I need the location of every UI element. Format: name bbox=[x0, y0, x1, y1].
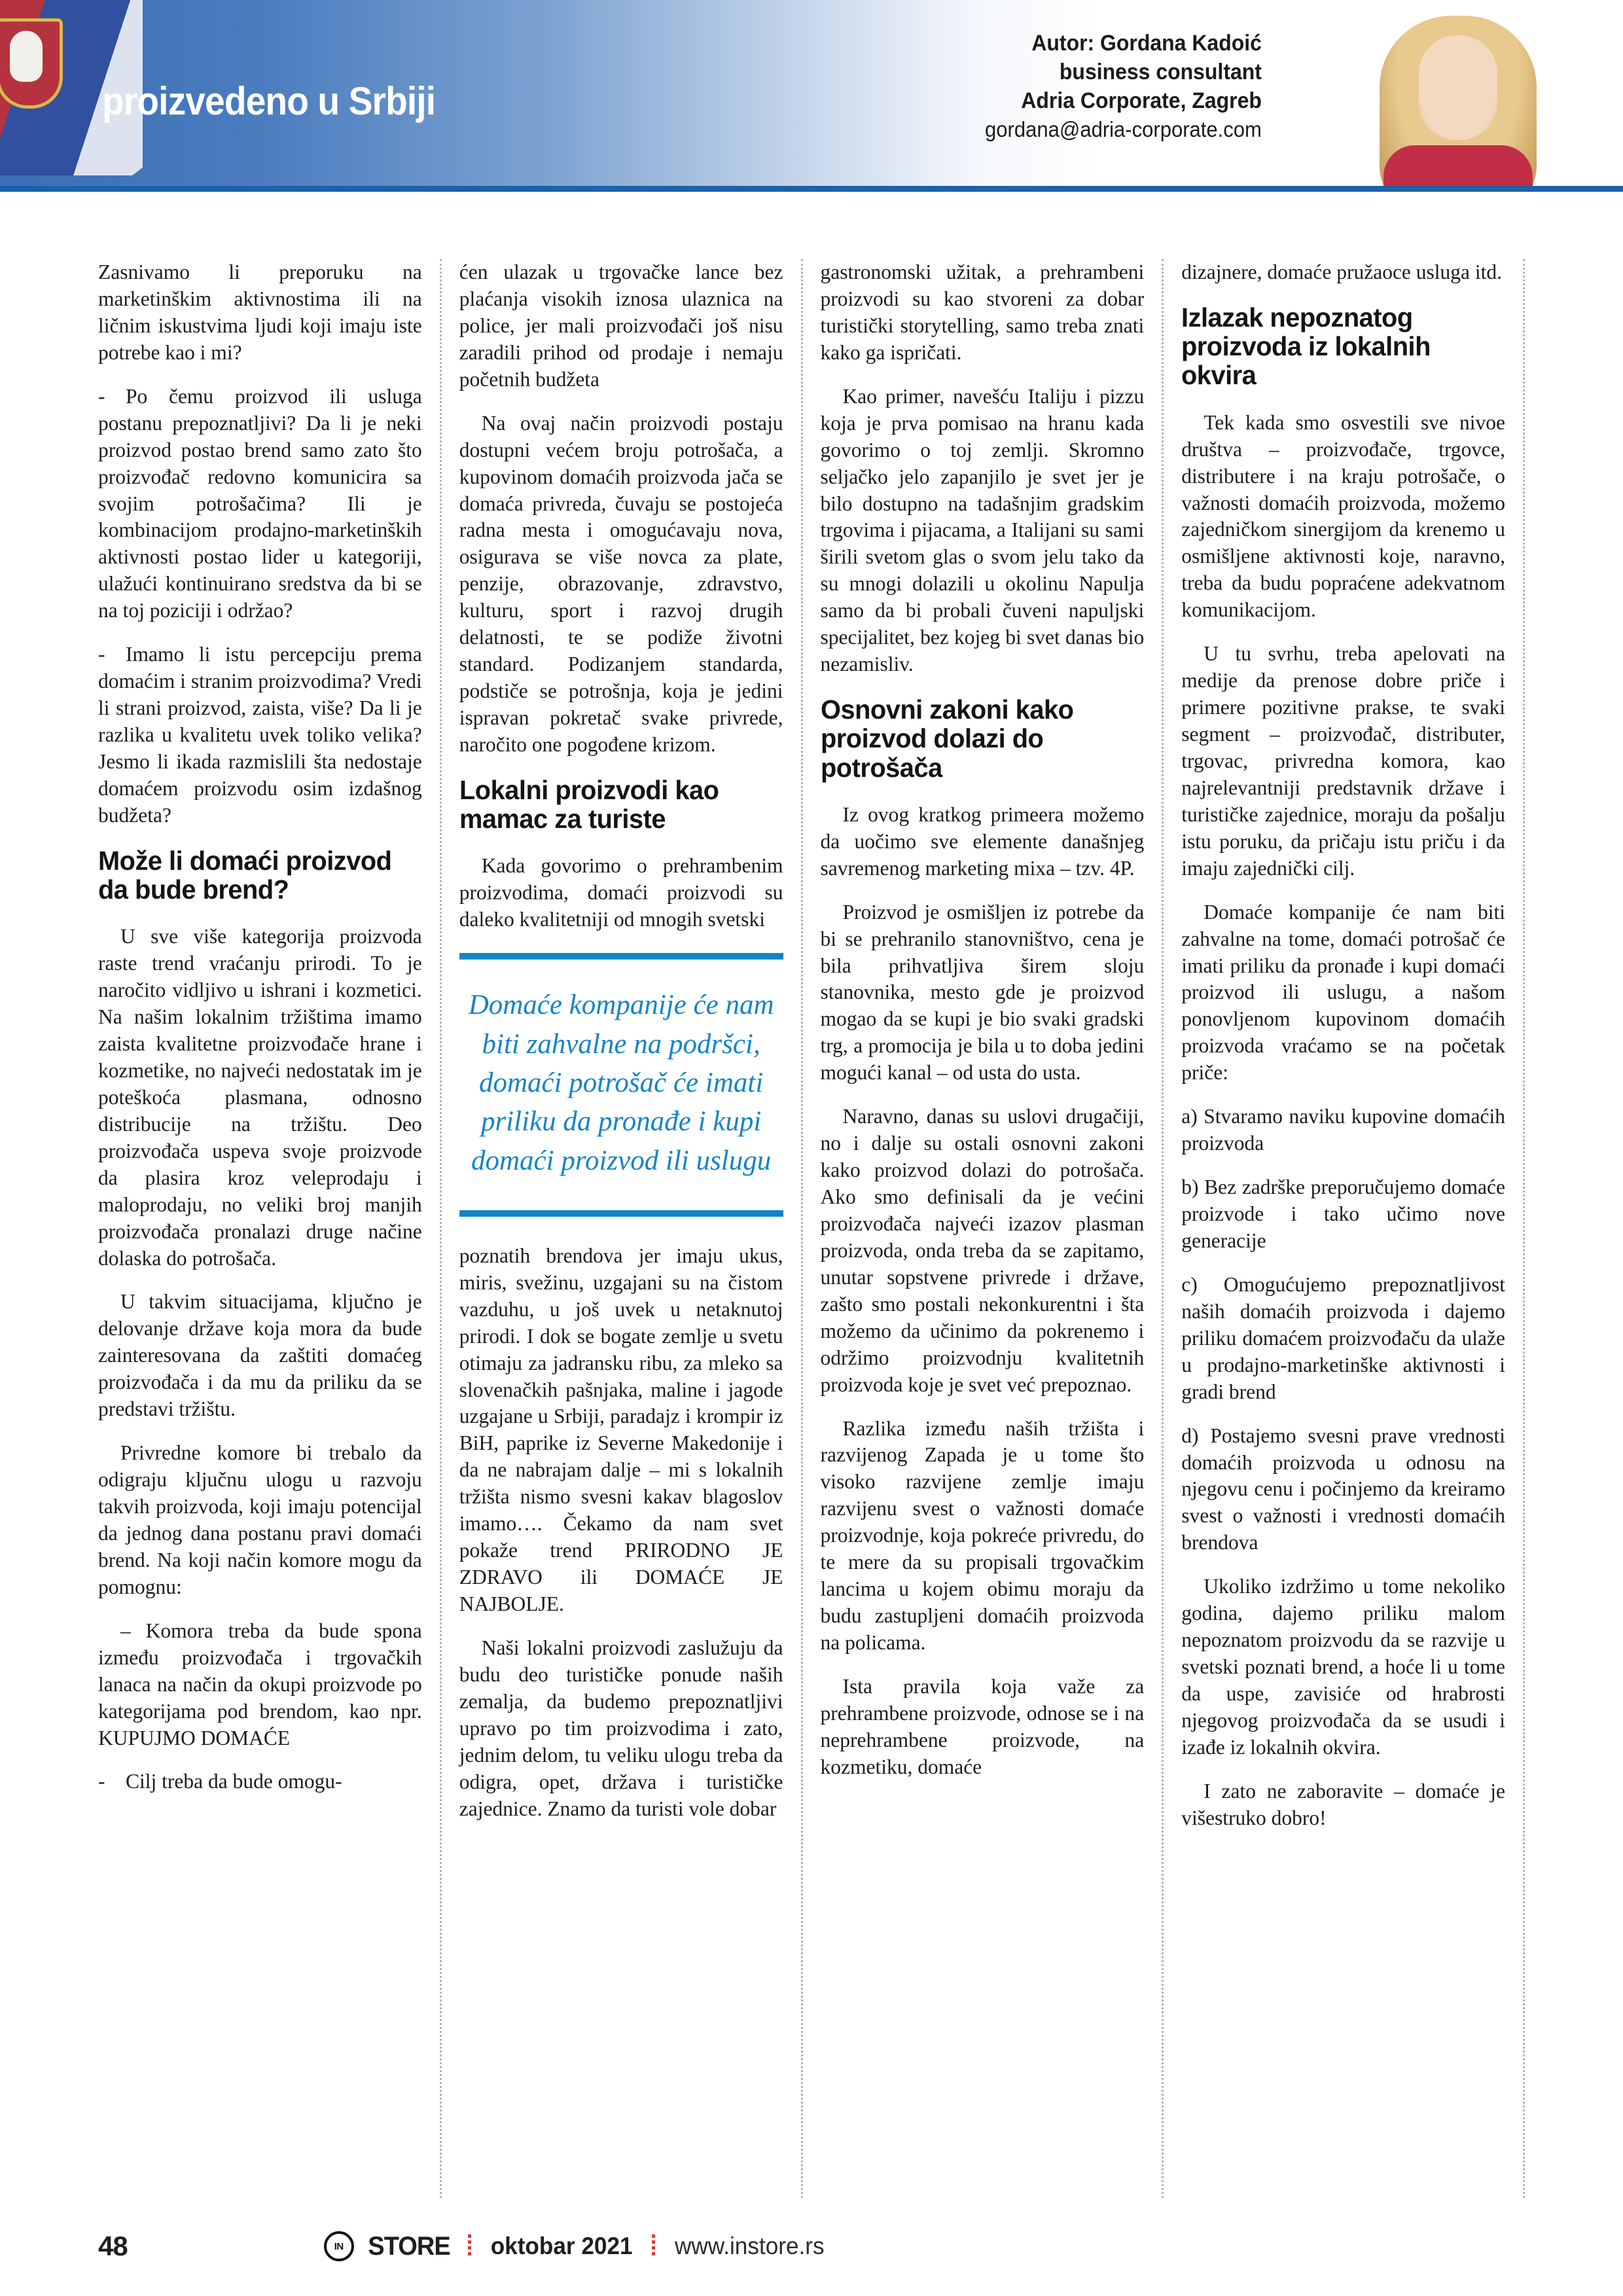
section-heading: Može li domaći proizvod da bude brend? bbox=[98, 845, 392, 905]
photo-face bbox=[1419, 35, 1497, 140]
page-header bbox=[0, 0, 1623, 186]
author-company: Adria Corporate, Zagreb bbox=[1021, 88, 1262, 114]
section-heading: Lokalni proizvodi kao mamac za turiste bbox=[459, 774, 719, 834]
body-paragraph: - Po čemu proizvod ili usluga postanu prepoznatljivi? Da li je neki proizvod postao brend samo zato što proizvođač redovno komunicira sa svojim potrošačima? Ili je kombinacijom prodajno-marketinških aktivnosti postao lider u kategoriji, ulažući kontinuirano sredstva da bi se na toj poziciji i održao? bbox=[98, 384, 422, 622]
body-paragraph: Razlika između naših tržišta i razvijenog Zapada je u tome što visoko razvijene zemlje imaju razvijenu svest o važnosti domaće proizvodnje, koja pokreće privredu, do te mere da su propisali trgovačkim lancima u kojem obimu moraju da budu zastupljeni domaćih proizvoda na policama. bbox=[820, 1416, 1145, 1655]
body-paragraph: a) Stvaramo naviku kupovine domaćih proizvoda bbox=[1181, 1105, 1505, 1155]
body-paragraph: U tu svrhu, treba apelovati na medije da prenose dobre priče i primere pozitivne prakse, te svaki segment – proizvođač, distributer, trgovac, privredna komora, kao najrelevantniji predstavnik države i turističke zajednice, moraju da pošalju istu poruku, da pričaju istu priču i da imaju zajednički cilj. bbox=[1181, 642, 1505, 880]
section-title: proizvedeno u Srbiji bbox=[102, 79, 436, 123]
article-body bbox=[98, 259, 1525, 2198]
dotted-separator-icon bbox=[652, 2234, 655, 2258]
photo-shoulders bbox=[1383, 145, 1533, 191]
website-link[interactable]: www.instore.rs bbox=[675, 2233, 825, 2259]
body-paragraph: - Imamo li istu percepciju prema domaćim i stranim proizvodima? Vredi li strani proizvod, zaista, više? Da li je razlika u kvalitetu uvek toliko velika? Jesmo li ikada razmislili šta nedostaje domaćem proizvodu osim izdašnog budžeta? bbox=[98, 643, 422, 827]
body-paragraph: poznatih brendova jer imaju ukus, miris, svežinu, uzgajani su na čistom vazduhu, u još uvek u netaknutoj prirodi. I dok se bogate zemlje u svetu otimaju za jadransku ribu, za mleko sa slovenačkih pašnjaka, maline i jagode uzgajane u Srbiji, paradajz i krompir iz BiH, paprike iz Severne Makedonije i da ne nabrajam dalje – mi s lokalnih tržišta nismo svesni kakav blagoslov imamo…. Čekamo da nam svet pokaže trend PRIRODNO JE ZDRAVO ili DOMAĆE JE NAJBOLJE. bbox=[459, 1244, 783, 1616]
author-email[interactable]: gordana@adria-corporate.com bbox=[985, 117, 1262, 141]
body-paragraph: Zasnivamo li preporuku na marketinškim aktivnostima ili na ličnim iskustvima ljudi koji imaju iste potrebe kao i mi? bbox=[98, 260, 422, 364]
body-paragraph: Naši lokalni proizvodi zaslužuju da budu deo turističke ponude naših zemalja, da budemo prepoznatljivi upravo po tim proizvodima i zato, jednim delom, tu veliku ulogu treba da odigra, opet, država i turističke zajednice. Znamo da turisti vole dobar bbox=[459, 1636, 783, 1820]
article-column-2 bbox=[459, 259, 803, 2198]
body-paragraph: Iz ovog kratkog primeera možemo da uočimo sve elemente današnjeg savremenog marketing mixa – tzv. 4P. bbox=[820, 802, 1145, 880]
body-paragraph: c) Omogućujemo prepoznatljivost naših domaćih proizvoda i dajemo priliku domaćem proizvođaču da ulaže u prodajno-marketinške aktivnosti i gradi brend bbox=[1181, 1272, 1505, 1403]
body-paragraph: b) Bez zadrške preporučujemo domaće proizvode i tako učimo nove generacije bbox=[1181, 1175, 1505, 1252]
body-paragraph: I zato ne zaboravite – domaće je višestruko dobro! bbox=[1181, 1779, 1505, 1829]
header-divider-rule bbox=[0, 186, 1623, 192]
article-column-3 bbox=[821, 259, 1164, 2198]
issue-date: oktobar 2021 bbox=[490, 2233, 633, 2259]
body-paragraph: gastronomski užitak, a prehrambeni proizvodi su kao stvoreni za dobar turistički storytelling, samo treba znati kako ga ispričati. bbox=[820, 260, 1145, 364]
author-name: Autor: Gordana Kadoić bbox=[1031, 31, 1262, 56]
body-paragraph: Tek kada smo osvestili sve nivoe društva – proizvođače, trgovce, distributere i na kraju potrošače, o važnosti domaćih proizvoda, možemo zajedničkom sinergijom da krenemo u osmišljene aktivnosti koje, naravno, treba da budu popraćene adekvatnom komunikacijom. bbox=[1181, 410, 1505, 622]
pull-quote: Domaće kompanije će nam biti zahvalne na podršci, domaći potrošač će imati priliku da pronađe i kupi domaći proizvod ili uslugu bbox=[459, 953, 783, 1217]
page-number: 48 bbox=[98, 2231, 128, 2261]
body-paragraph: U takvim situacijama, ključno je delovanje države koja mora da bude zainteresovana da zaštiti domaćeg proizvođača i da mu da priliku da se predstavi tržištu. bbox=[98, 1290, 422, 1421]
dotted-separator-icon bbox=[468, 2234, 471, 2258]
footer-brand-group bbox=[324, 2231, 829, 2261]
instore-logo-icon: IN bbox=[324, 2231, 354, 2261]
body-paragraph: Na ovaj način proizvodi postaju dostupni većem broju potrošača, a kupovinom domaćih proizvoda jača se domaća privreda, čuvaju se postojeća radna mesta i omogućavaju nova, osigurava se više novca za plate, penzije, obrazovanje, zdravstvo, kulturu, sport i razvoj drugih delatnosti, te se podiže životni standard. Podizanjem standarda, podstiče se potrošnja, koja je jedini ispravan pokretač svake privrede, naročito one pogođene krizom. bbox=[459, 411, 783, 756]
body-paragraph: d) Postajemo svesni prave vrednosti domaćih proizvoda u odnosu na njegovu cenu i počinjemo da kreiramo svest o važnosti i vrednosti domaćih brendova bbox=[1181, 1424, 1505, 1554]
body-paragraph: Naravno, danas su uslovi drugačiji, no i dalje su ostali osnovni zakoni kako proizvod dolazi do potrošača. Ako smo definisali da je većini proizvođača najveći izazov plasman proizvoda, onda treba da se zapitamo, unutar sopstvene privrede i države, zašto smo postali nekonkurentni i šta možemo da učinimo da pokrenemo i održimo proizvodnju kvalitetnih proizvoda koje je svet već prepoznao. bbox=[820, 1105, 1145, 1396]
brand-name: STORE bbox=[368, 2231, 450, 2261]
page-footer bbox=[98, 2231, 1525, 2262]
body-paragraph: Ukoliko izdržimo u tome nekoliko godina, dajemo priliku malom nepoznatom proizvodu da se razvije u svetski poznati brend, a hoće li u tome da uspe, zavisiće od hrabrosti njegovog proizvođača da se usudi i izađe iz lokalnih okvira. bbox=[1181, 1575, 1505, 1759]
article-column-1 bbox=[98, 259, 442, 2198]
body-paragraph: Ista pravila koja važe za prehrambene proizvode, odnose se i na neprehrambene proizvode, na kozmetiku, domaće bbox=[820, 1674, 1145, 1778]
body-paragraph: Proizvod je osmišljen iz potrebe da bi se prehranilo stanovništvo, cena je bila prihvatljiva širem sloju stanovnika, mesto gde je proizvod mogao da se kupi je bio svaki gradski trg, a promocija je bila u to doba jedini mogući kanal – od usta do usta. bbox=[820, 900, 1145, 1085]
body-paragraph: ćen ulazak u trgovačke lance bez plaćanja visokih iznosa ulaznica na police, jer mali proizvođači još nisu zaradili prihod od prodaje i nemaju početnih budžeta bbox=[459, 260, 783, 391]
author-block bbox=[985, 29, 1262, 143]
body-paragraph: – Komora treba da bude spona između proizvođača i trgovačkih lanaca na način da okupi proizvode po kategorijama pod brendom, kao npr. KUPUJMO DOMAĆE bbox=[98, 1619, 422, 1749]
body-paragraph: Kao primer, navešću Italiju i pizzu koja je prva pomisao na hranu kada govorimo o toj zemlji. Skromno seljačko jelo zapanjilo je svet jer je bilo dostupno na tadašnjim gradskim trgovima i pijacama, a Italijani su sami širili svetom glas o svom jelu tako da su mnogi dolazili u okolinu Napulja samo da bi probali čuveni napuljski specijalitet, bez kojeg bi svet danas bio nezamisliv. bbox=[820, 384, 1145, 676]
body-paragraph: dizajnere, domaće pružaoce usluga itd. bbox=[1181, 260, 1503, 283]
author-role: business consultant bbox=[1059, 60, 1262, 85]
article-column-4 bbox=[1181, 259, 1525, 2198]
body-paragraph: Privredne komore bi trebalo da odigraju ključnu ulogu u razvoju takvih proizvoda, koji imaju potencijal da jednog dana postanu pravi domaći brend. Na koji način komore mogu da pomognu: bbox=[98, 1441, 422, 1598]
flag-crest bbox=[0, 18, 63, 109]
body-paragraph: Kada govorimo o prehrambenim proizvodima, domaći proizvodi su daleko kvalitetniji od mnogih svetski bbox=[459, 854, 783, 931]
body-paragraph: - Cilj treba da bude omogu- bbox=[98, 1770, 342, 1793]
body-paragraph: U sve više kategorija proizvoda raste trend vraćanju prirodi. To je naročito vidljivo u ishrani i kozmetici. Na našim lokalnim tržištima imamo zaista kvalitetne proizvođače hrane i kozmetike, no najveći nedostatak im je poteškoća plasmana, odnosno distribucije na tržištu. Deo proizvođača uspeva svoje proizvode da plasira kroz veleprodaju i maloprodaju, no veliki broj manjih proizvođača pronalazi druge načine dolaska do potrošača. bbox=[98, 925, 422, 1270]
body-paragraph: Domaće kompanije će nam biti zahvalne na tome, domaći potrošač će imati priliku da pronađe i kupi domaći proizvod ili uslugu, a našom ponovljenom kupovinom domaćih proizvoda vraćamo se na početak priče: bbox=[1181, 900, 1505, 1085]
author-photo bbox=[1364, 4, 1552, 191]
section-heading: Osnovni zakoni kako proizvod dolazi do potrošača bbox=[820, 694, 1073, 783]
section-heading: Izlazak nepoznatog proizvoda iz lokalnih okvira bbox=[1181, 302, 1431, 391]
